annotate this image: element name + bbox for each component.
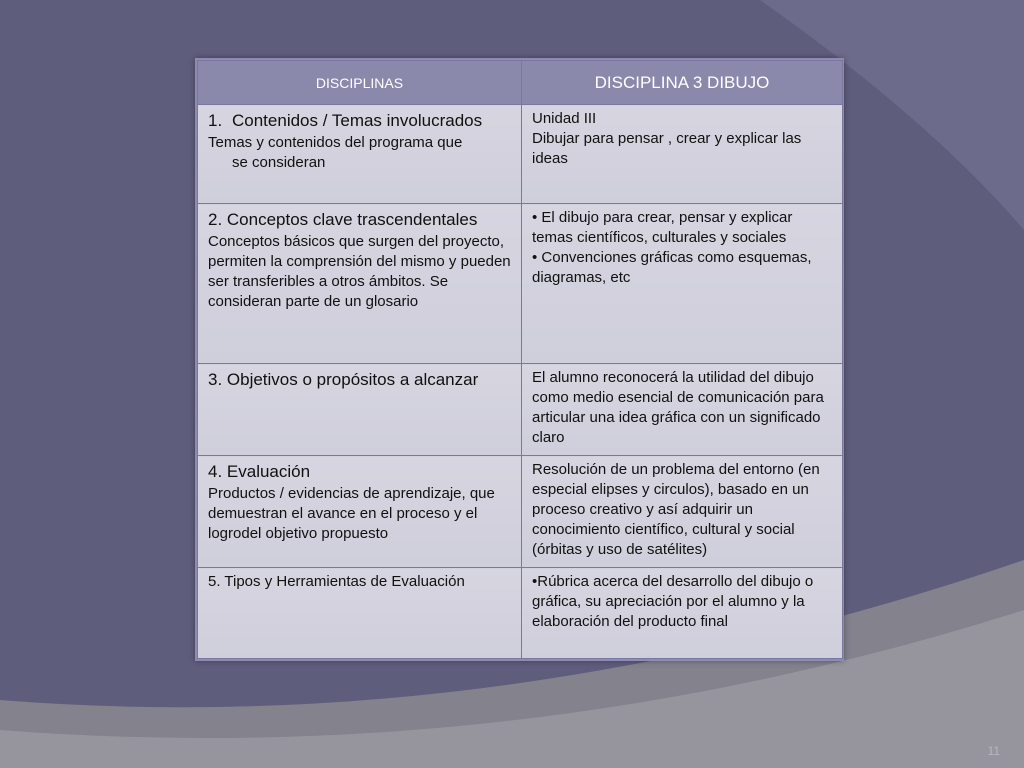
row-3-left [198,364,522,456]
table-row [198,105,843,204]
row-1-subtitle-line1: Temas y contenidos del programa que [208,134,463,151]
row-1-right-line2: Dibujar para pensar , crear y explicar las ideas [532,130,802,167]
row-2-right-bullet2: • Convenciones gráficas como esquemas, diagramas, etc [532,249,812,286]
page-number: 11 [987,744,1000,758]
row-1-left [198,105,522,204]
row-4-left [198,456,522,568]
header-discipline-3: DISCIPLINA 3 DIBUJO [522,61,843,105]
header-disciplines: DISCIPLINAS [198,61,522,105]
row-5-right-text: •Rúbrica acerca del desarrollo del dibujo o gráfica, su apreciación por el alumno y la elaboración del producto final [532,573,814,630]
row-3-right-text: El alumno reconocerá la utilidad del dibujo como medio esencial de comunicación para articular una idea gráfica con un significado claro [532,369,824,446]
row-4-right-text: Resolución de un problema del entorno (en especial elipses y circulos), basado en un proceso creativo y así adquirir un conocimiento científico, cultural y social (órbitas y uso de satélites) [532,461,820,558]
row-1-subtitle-line2: se consideran [232,154,326,171]
row-1-right-line1: Unidad III [532,110,597,127]
row-4-right [522,456,843,568]
table-row [198,204,843,364]
row-2-title: 2. Conceptos clave trascendentales [208,210,478,229]
row-3-title: 3. Objetivos o propósitos a alcanzar [208,370,479,389]
row-1-title: Contenidos / Temas involucrados [232,111,483,130]
row-2-subtitle: Conceptos básicos que surgen del proyecto, permiten la comprensión del mismo y pueden ser transferibles a otros ámbitos. Se consideran parte de un glosario [208,233,511,310]
row-1-right [522,105,843,204]
row-3-right [522,364,843,456]
disciplines-table [195,58,844,661]
row-4-title: 4. Evaluación [208,462,311,481]
row-2-left [198,204,522,364]
table-row [198,456,843,568]
table-row [198,568,843,659]
table-row [198,364,843,456]
row-4-subtitle: Productos / evidencias de aprendizaje, que demuestran el avance en el proceso y el logrodel objetivo propuesto [208,485,495,542]
row-2-right [522,204,843,364]
row-5-right [522,568,843,659]
row-1-number: 1. [208,111,223,130]
row-5-left [198,568,522,659]
row-2-right-bullet1: • El dibujo para crear, pensar y explicar temas científicos, culturales y sociales [532,209,793,246]
row-5-title: 5. Tipos y Herramientas de Evaluación [208,573,465,590]
